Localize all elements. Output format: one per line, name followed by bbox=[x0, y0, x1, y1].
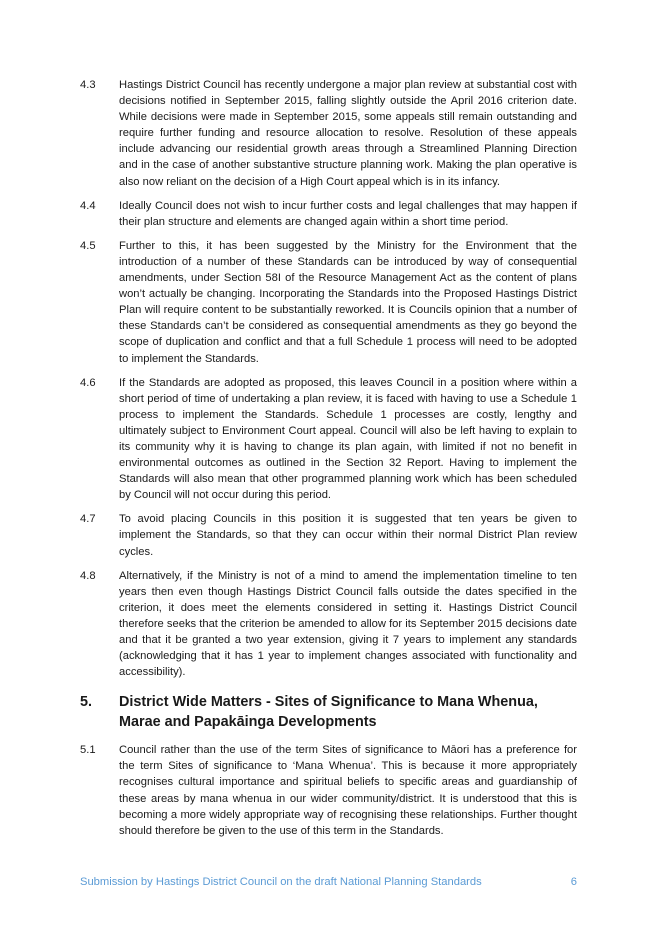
paragraph-number: 4.7 bbox=[80, 513, 96, 526]
paragraph-4-3 bbox=[80, 77, 577, 190]
paragraph-4-6 bbox=[80, 375, 577, 504]
footer-title: Submission by Hastings District Council on the draft National Planning Standards bbox=[80, 876, 482, 888]
paragraph-text: Further to this, it has been suggested by the Ministry for the Environment that the introduction of a number of these Standards can be introduced by way of consequential amendments, under Section 58I of the Resource Management Act as the content of plans won’t actually be changing. Incorporating the Standards into the Proposed Hastings District Plan will require content to be substantially reworked. It is Councils opinion that a number of these Standards can’t be considered as consequential amendments as they go beyond the scope of duplication and conflict and that a full Schedule 1 process will need to be adopted to implement the Standards. bbox=[119, 239, 577, 365]
document-body bbox=[80, 77, 577, 847]
paragraph-text: Council rather than the use of the term Sites of significance to Māori has a preference for the term Sites of significance to ‘Mana Whenua’. This is because it more appropriately recognises cultural importance and spiritual beliefs to specific areas and guardianship of these areas by mana whenua in our wider community/district. It is understood that this is becoming a more widely appropriate way of recognising these relationships. Further thought should therefore be given to the use of this term in the Standards. bbox=[119, 744, 577, 837]
paragraph-number: 4.3 bbox=[80, 79, 96, 91]
paragraph-4-8 bbox=[80, 568, 577, 681]
section-title: District Wide Matters - Sites of Significance to Mana Whenua, Marae and Papakāinga Developments bbox=[119, 694, 538, 731]
paragraph-number: 4.8 bbox=[80, 569, 96, 582]
paragraph-4-5 bbox=[80, 238, 577, 367]
paragraph-5-1 bbox=[80, 742, 577, 839]
paragraph-text: Ideally Council does not wish to incur further costs and legal challenges that may happen if their plan structure and elements are changed again within a short time period. bbox=[119, 199, 577, 228]
paragraph-text: Hastings District Council has recently undergone a major plan review at substantial cost with decisions notified in September 2015, falling slightly outside the April 2016 criterion date. While decisions were made in September 2015, some appeals still remain outstanding and require further funding and resource allocation to resolve. Resolution of these appeals include advancing our residential growth areas through a Streamlined Planning Direction and in the case of another substantive structure planning work. Making the plan operative is also now reliant on the decision of a High Court appeal which is in its infancy. bbox=[119, 79, 577, 188]
paragraph-4-7 bbox=[80, 511, 577, 559]
section-heading bbox=[80, 692, 577, 732]
paragraph-number: 4.5 bbox=[80, 239, 96, 252]
section-number: 5. bbox=[80, 694, 93, 711]
paragraph-4-4 bbox=[80, 198, 577, 230]
paragraph-text: If the Standards are adopted as proposed, this leaves Council in a position where within a short period of time of undertaking a plan review, it is faced with having to use a Schedule 1 process to implement the Standards. Schedule 1 processes are costly, lengthy and ultimately subject to Environment Court appeal. Council will also be left having to explain to its community why it is having to change its plan again, with limited if not no benefit in environmental outcomes as outlined in the Section 32 Report. Having to implement the Standards will also mean that other programmed planning work which has been scheduled by Council will not occur during this period. bbox=[119, 376, 577, 502]
paragraph-number: 5.1 bbox=[80, 744, 96, 757]
paragraph-number: 4.6 bbox=[80, 376, 96, 389]
paragraph-text: Alternatively, if the Ministry is not of a mind to amend the implementation timeline to ten years then even though Hastings District Council falls outside the dates specified in the criterion, it does meet the elements considered in setting it. Hastings District Council therefore seeks that the criterion be amended to allow for its September 2015 decisions date and that it be granted a two year extension, giving it 7 years to implement any standards (acknowledging that it has 1 year to implement changes associated with functionality and accessibility). bbox=[119, 569, 577, 679]
paragraph-text: To avoid placing Councils in this position it is suggested that ten years be given to implement the Standards, so that they can occur within their normal District Plan review cycles. bbox=[119, 513, 577, 558]
paragraph-number: 4.4 bbox=[80, 199, 96, 212]
page-number: 6 bbox=[570, 876, 577, 888]
